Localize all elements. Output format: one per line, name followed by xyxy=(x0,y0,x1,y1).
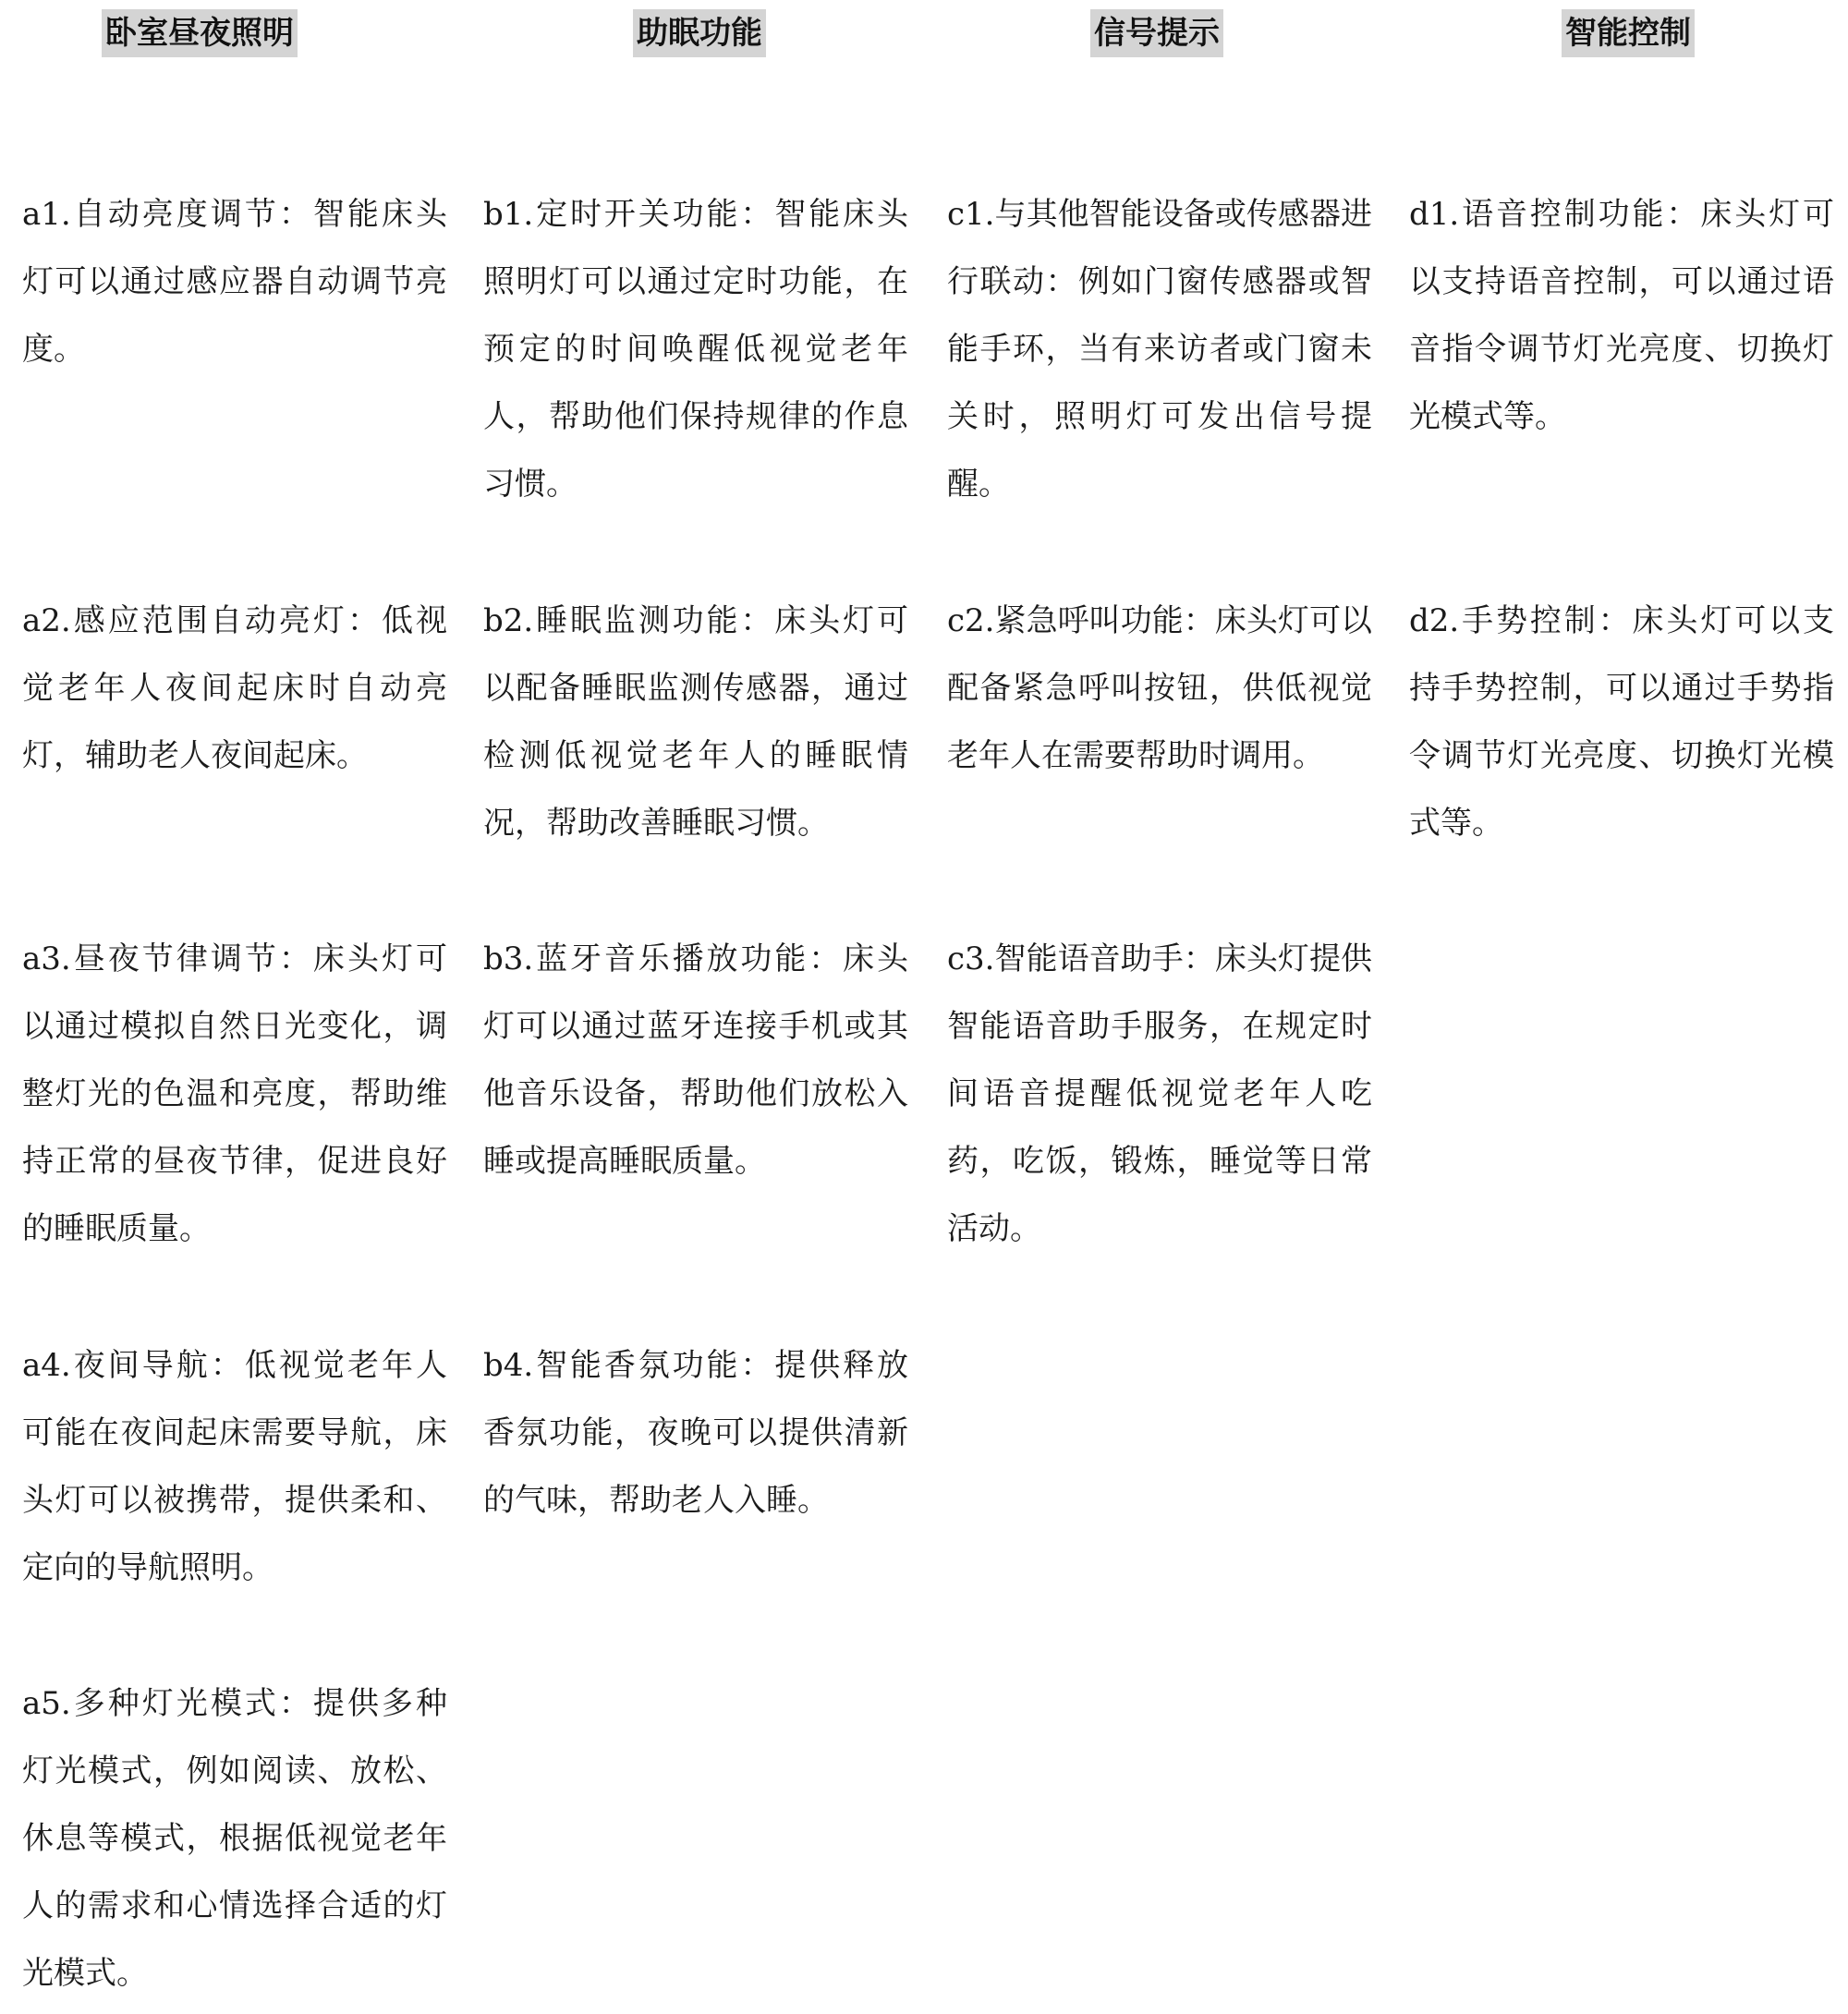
feature-item-d1: d1.语音控制功能：床头灯可以支持语音控制，可以通过语音指令调节灯光亮度、切换灯光模式等。 xyxy=(1409,196,1834,435)
feature-item-b3: b3.蓝牙音乐播放功能：床头灯可以通过蓝牙连接手机或其他音乐设备，帮助他们放松入睡或提高睡眠质量。 xyxy=(483,940,908,1180)
feature-item-c2: c2.紧急呼叫功能：床头灯可以配备紧急呼叫按钮，供低视觉老年人在需要帮助时调用。 xyxy=(947,602,1372,774)
column-header-bedroom-lighting: 卧室昼夜照明 xyxy=(102,9,298,57)
column-header-smart-control: 智能控制 xyxy=(1562,9,1695,57)
column-header-signal-alert: 信号提示 xyxy=(1090,9,1223,57)
feature-item-b1: b1.定时开关功能：智能床头照明灯可以通过定时功能，在预定的时间唤醒低视觉老年人，帮助他们保持规律的作息习惯。 xyxy=(483,196,908,503)
feature-item-a5: a5.多种灯光模式：提供多种灯光模式，例如阅读、放松、休息等模式，根据低视觉老年人的需求和心情选择合适的灯光模式。 xyxy=(22,1685,447,1992)
feature-item-a2: a2.感应范围自动亮灯：低视觉老年人夜间起床时自动亮灯，辅助老人夜间起床。 xyxy=(22,602,447,774)
feature-item-b2: b2.睡眠监测功能：床头灯可以配备睡眠监测传感器，通过检测低视觉老年人的睡眠情况，帮助改善睡眠习惯。 xyxy=(483,602,908,842)
feature-item-a1: a1.自动亮度调节：智能床头灯可以通过感应器自动调节亮度。 xyxy=(22,196,447,368)
feature-item-a3: a3.昼夜节律调节：床头灯可以通过模拟自然日光变化，调整灯光的色温和亮度，帮助维持正常的昼夜节律，促进良好的睡眠质量。 xyxy=(22,940,447,1247)
column-header-sleep-aid: 助眠功能 xyxy=(633,9,766,57)
feature-item-c3: c3.智能语音助手：床头灯提供智能语音助手服务，在规定时间语音提醒低视觉老年人吃药，吃饭，锻炼，睡觉等日常活动。 xyxy=(947,940,1372,1247)
feature-item-a4: a4.夜间导航：低视觉老年人可能在夜间起床需要导航，床头灯可以被携带，提供柔和、定向的导航照明。 xyxy=(22,1347,447,1586)
feature-item-c1: c1.与其他智能设备或传感器进行联动：例如门窗传感器或智能手环，当有来访者或门窗未关时，照明灯可发出信号提醒。 xyxy=(947,196,1372,503)
feature-item-b4: b4.智能香氛功能：提供释放香氛功能，夜晚可以提供清新的气味，帮助老人入睡。 xyxy=(483,1347,908,1519)
feature-item-d2: d2.手势控制：床头灯可以支持手势控制，可以通过手势指令调节灯光亮度、切换灯光模式等。 xyxy=(1409,602,1834,842)
